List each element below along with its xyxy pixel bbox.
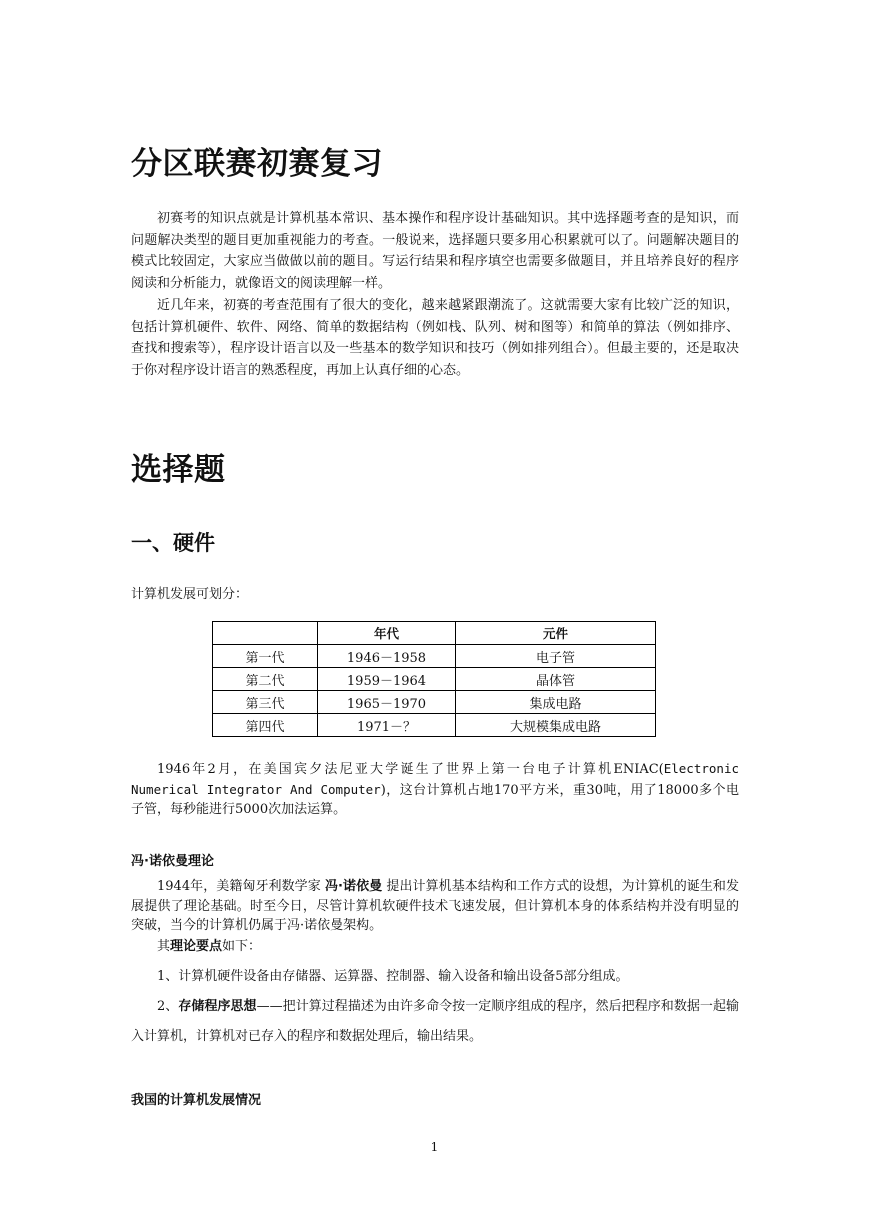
point2-number: 2、 [157, 999, 179, 1014]
table-cell: 集成电路 [456, 691, 656, 714]
theory-point-1: 1、计算机硬件设备由存储器、运算器、控制器、输入设备和输出设备5部分组成。 [157, 969, 629, 984]
theory-point-2 [131, 992, 739, 1052]
table-cell: 第一代 [213, 645, 318, 668]
von-neumann-name: 冯·诺依曼 [324, 879, 383, 894]
table-row [213, 668, 656, 691]
theory-intro-b: 如下： [222, 939, 262, 954]
page-title: 分区联赛初赛复习 [131, 146, 383, 182]
von-neumann-text-b: 提出计算机基本结构和工作方式的设想，为计算机的诞生和发展提供了理论基础。时至今日，尽管计算机软硬件技术飞速发展，但计算机本身的体系结构并没有明显的突破，当今的计算机仍属于冯·诺依曼架构。 [131, 879, 739, 933]
table-row [213, 691, 656, 714]
table-cell: 1965－1970 [318, 691, 456, 714]
eniac-text-c: )，这台计算机占地170平方米，重30吨，用了18000多个电子管，每秒能进行5000次加法运算。 [131, 782, 739, 817]
table-cell: 电子管 [456, 645, 656, 668]
theory-intro-a: 其 [157, 939, 171, 954]
table-cell: 1946－1958 [318, 645, 456, 668]
table-cell: 晶体管 [456, 668, 656, 691]
theory-points-intro [131, 937, 739, 957]
von-neumann-heading: 冯·诺依曼理论 [131, 854, 214, 869]
von-neumann-paragraph [131, 877, 739, 936]
table-cell: 1959－1964 [318, 668, 456, 691]
china-development-heading: 我国的计算机发展情况 [131, 1093, 262, 1108]
table-cell: 1971－？ [318, 714, 456, 737]
generations-table [212, 621, 656, 737]
table-cell: 第三代 [213, 691, 318, 714]
theory-points-keyword: 理论要点 [170, 939, 223, 954]
point2-text: ——把计算过程描述为由许多命令按一定顺序组成的程序，然后把程序和数据一起输入计算机，计算机对已存入的程序和数据处理后，输出结果。 [131, 999, 739, 1044]
von-neumann-text-a: 1944年，美籍匈牙利数学家 [157, 879, 321, 894]
intro-paragraph-2: 近几年来，初赛的考查范围有了很大的变化，越来越紧跟潮流了。这就需要大家有比较广泛的知识，包括计算机硬件、软件、网络、简单的数据结构（例如栈、队列、树和图等）和简单的算法（例如排序、查找和搜索等），程序设计语言以及一些基本的数学知识和技巧（例如排列组合）。但最主要的，还是取决于你对程序设计语言的熟悉程度，再加上认真仔细的心态。 [131, 298, 739, 378]
development-label: 计算机发展可划分： [131, 587, 249, 602]
stored-program-keyword: 存储程序思想 [178, 999, 257, 1014]
table-cell: 大规模集成电路 [456, 714, 656, 737]
table-cell: 第四代 [213, 714, 318, 737]
eniac-paragraph [131, 759, 739, 820]
page-number: 1 [430, 1140, 439, 1154]
table-header-cell: 元件 [456, 622, 656, 645]
eniac-fullname: Electronic Numerical Integrator And Computer [131, 761, 739, 797]
section-heading-hardware: 一、硬件 [131, 531, 215, 555]
eniac-text-a: 1946年2月，在美国宾夕法尼亚大学诞生了世界上第一台电子计算机ENIAC( [157, 762, 664, 777]
table-header-row [213, 622, 656, 645]
table-row [213, 645, 656, 668]
intro-paragraph-1: 初赛考的知识点就是计算机基本常识、基本操作和程序设计基础知识。其中选择题考查的是知识，而问题解决类型的题目更加重视能力的考查。一般说来，选择题只要多用心积累就可以了。问题解决题目的模式比较固定，大家应当做做以前的题目。写运行结果和程序填空也需要多做题目，并且培养良好的程序阅读和分析能力，就像语文的阅读理解一样。 [131, 211, 739, 291]
table-header-cell [213, 622, 318, 645]
table-cell: 第二代 [213, 668, 318, 691]
table-header-cell: 年代 [318, 622, 456, 645]
table-row [213, 714, 656, 737]
section-heading-choice: 选择题 [131, 452, 226, 488]
